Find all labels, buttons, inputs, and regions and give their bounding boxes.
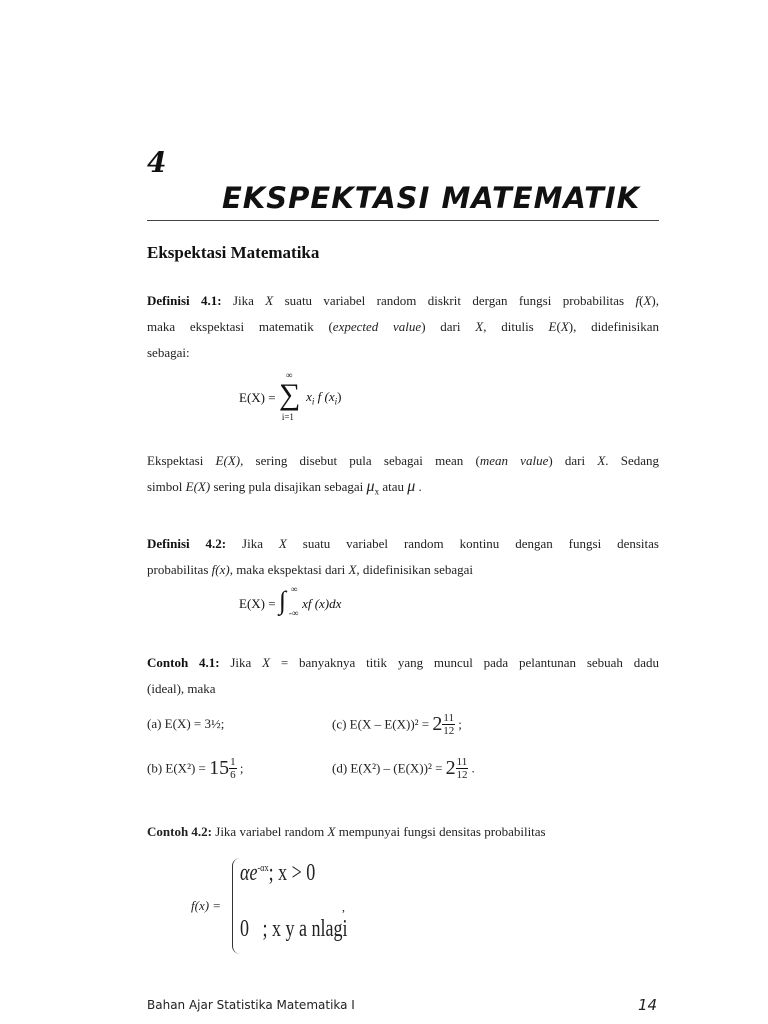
mixed-whole: 15 xyxy=(209,757,230,779)
var-x: X xyxy=(348,562,357,577)
text: , maka ekspektasi dari xyxy=(229,562,349,577)
text: . xyxy=(468,760,475,776)
text: Jika xyxy=(221,293,266,308)
text: . xyxy=(415,479,422,494)
var-ex: E(X) xyxy=(215,453,241,468)
example-item-d xyxy=(332,756,475,781)
var-e: E xyxy=(548,319,557,334)
fraction xyxy=(229,756,237,781)
denominator: 12 xyxy=(443,725,455,737)
integral xyxy=(278,584,299,618)
text: αe xyxy=(240,860,258,886)
text: , sering disebut pula sebagai mean ( xyxy=(240,453,480,468)
text: ) xyxy=(337,389,342,405)
example-item-c xyxy=(332,712,462,737)
mu-symbol: μ xyxy=(366,478,375,495)
integrand: xf (x)dx xyxy=(302,596,342,611)
piecewise-lhs xyxy=(191,898,221,914)
text: Ekspektasi xyxy=(147,453,216,468)
text: Jika xyxy=(219,655,263,670)
integral-symbol: ∫ xyxy=(278,586,286,615)
formula-body xyxy=(306,389,342,407)
formula-lhs: E(X) = xyxy=(239,390,279,405)
summation xyxy=(278,370,303,422)
section-heading: Ekspektasi Matematika xyxy=(147,243,320,262)
title-divider xyxy=(147,220,659,221)
var-x: X xyxy=(278,536,287,551)
definition-label: Definisi 4.1: xyxy=(147,293,222,308)
text: f (x xyxy=(314,389,335,405)
definition-4-1 xyxy=(147,288,659,366)
paragraph-mean xyxy=(147,448,659,505)
text: ) dari xyxy=(548,453,598,468)
example-4-2 xyxy=(147,824,546,840)
fraction xyxy=(442,712,455,737)
sum-lower-limit: i=1 xyxy=(281,412,294,422)
text: x xyxy=(306,389,312,405)
piecewise-case-1 xyxy=(240,860,315,887)
example-label: Contoh 4.1: xyxy=(147,655,220,670)
text: mempunyai fungsi densitas probabilitas xyxy=(335,824,546,839)
text: simbol xyxy=(147,479,186,494)
term-expected-value: expected value xyxy=(332,319,422,334)
text: suatu variabel random kontinu dengan fungsi densitas xyxy=(286,536,659,551)
text: atau xyxy=(379,479,408,494)
text: f(x) = xyxy=(191,898,222,913)
var-x: X xyxy=(262,655,271,670)
definition-label: Definisi 4.2: xyxy=(147,536,227,551)
text: maka ekspektasi matematik ( xyxy=(147,319,333,334)
sum-upper-limit: ∞ xyxy=(285,370,293,380)
subscript: i xyxy=(334,396,338,407)
subscript: x xyxy=(374,486,380,497)
var-fx: f(x) xyxy=(211,562,230,577)
var-f: f xyxy=(635,293,640,308)
numerator: 11 xyxy=(456,756,468,768)
text: (ideal), maka xyxy=(147,681,216,696)
text: ) dari xyxy=(421,319,476,334)
var-x: X xyxy=(265,293,274,308)
text: ; x y a nlagi xyxy=(262,916,348,942)
mu-symbol: μ xyxy=(407,478,416,495)
text: , didefinisikan sebagai xyxy=(356,562,474,577)
text: ; x > 0 xyxy=(268,860,316,886)
text: Jika variabel random xyxy=(212,824,328,839)
fraction xyxy=(456,756,469,781)
text: (b) E(X²) = xyxy=(147,760,210,776)
text: (d) E(X²) – (E(X))² = xyxy=(332,760,446,776)
footer-title: Bahan Ajar Statistika Matematika I xyxy=(147,998,355,1012)
mixed-whole: 2 xyxy=(432,713,443,735)
formula-expectation-discrete xyxy=(239,370,342,422)
var-x: X xyxy=(475,319,484,334)
text: suatu variabel random diskrit dergan fungsi probabilitas xyxy=(273,293,636,308)
denominator: 12 xyxy=(456,769,468,781)
text: 0 xyxy=(240,916,249,942)
numerator: 1 xyxy=(230,756,236,768)
integral-lower-limit: -∞ xyxy=(288,608,299,618)
piecewise-comma: , xyxy=(342,900,345,914)
piecewise-case-2 xyxy=(240,916,347,943)
page-number: 14 xyxy=(638,996,658,1014)
text: ; xyxy=(236,760,244,776)
text: sebagai: xyxy=(147,345,190,360)
chapter-title: EKSPEKTASI MATEMATIK xyxy=(222,181,641,215)
exponent: -αx xyxy=(257,862,269,874)
text: ; xyxy=(454,716,462,732)
formula-expectation-continuous xyxy=(239,584,342,618)
text: ( xyxy=(556,319,561,334)
formula-lhs: E(X) = xyxy=(239,596,279,611)
sum-symbol: ∑ xyxy=(278,378,301,411)
text: = banyaknya titik yang muncul pada pelantunan sebuah dadu xyxy=(270,655,659,670)
example-item-b xyxy=(147,756,244,781)
var-ex: E(X) xyxy=(185,479,211,494)
subscript: i xyxy=(311,396,315,407)
text: Jika xyxy=(226,536,279,551)
integral-upper-limit: ∞ xyxy=(290,584,298,594)
example-item-a: (a) E(X) = 3½; xyxy=(147,716,225,731)
numerator: 11 xyxy=(443,712,454,724)
example-label: Contoh 4.2: xyxy=(147,824,213,839)
text: (c) E(X – E(X))² = xyxy=(332,716,433,732)
text: , ditulis xyxy=(483,319,549,334)
var-x: X xyxy=(560,319,569,334)
mixed-whole: 2 xyxy=(445,757,456,779)
denominator: 6 xyxy=(230,769,236,781)
text: . Sedang xyxy=(605,453,660,468)
var-x: X xyxy=(327,824,336,839)
text: sering pula disajikan sebagai xyxy=(210,479,367,494)
chapter-number: 4 xyxy=(147,146,167,179)
text: ), didefinisikan xyxy=(568,319,659,334)
example-4-1 xyxy=(147,650,659,702)
term-mean-value: mean value xyxy=(479,453,549,468)
text: ( xyxy=(639,293,644,308)
var-x: X xyxy=(643,293,652,308)
text: ), xyxy=(651,293,659,308)
text: probabilitas xyxy=(147,562,212,577)
definition-4-2 xyxy=(147,531,659,583)
var-x: X xyxy=(597,453,606,468)
